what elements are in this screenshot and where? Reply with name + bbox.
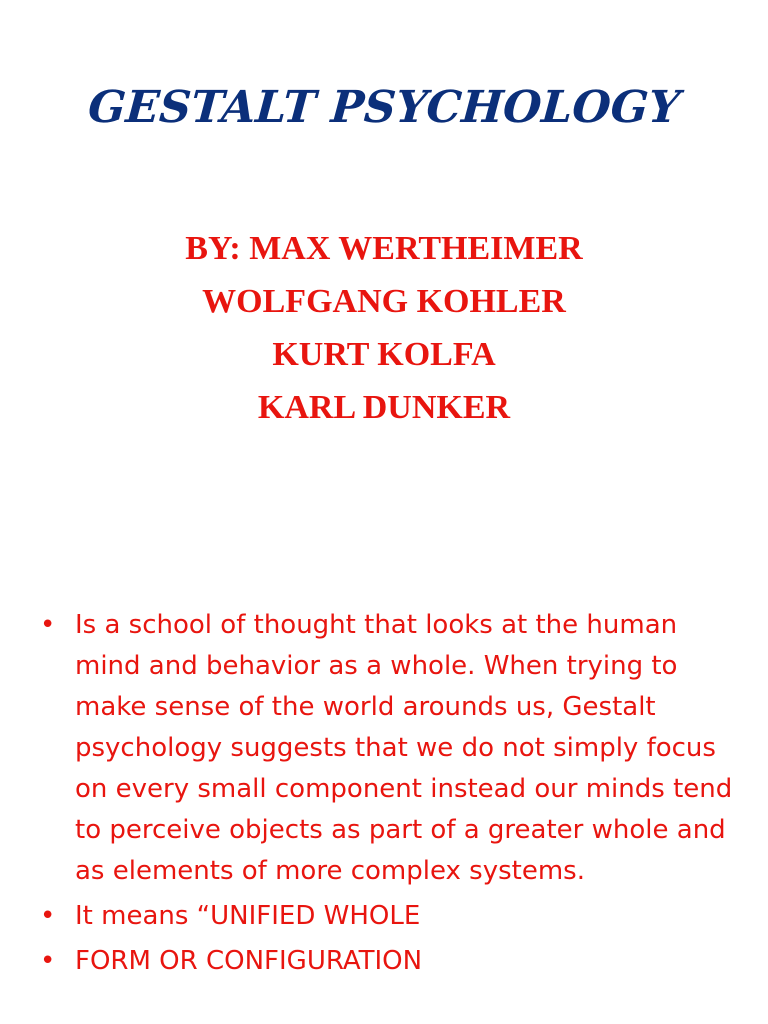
bullet-text: FORM OR CONFIGURATION bbox=[75, 946, 423, 976]
bullet-icon: • bbox=[40, 946, 56, 976]
bullet-icon: • bbox=[40, 901, 56, 931]
slide-title: GESTALT PSYCHOLOGY bbox=[86, 82, 682, 133]
bullet-list bbox=[40, 605, 740, 986]
authors-block bbox=[0, 222, 768, 434]
author-line: KARL DUNKER bbox=[257, 389, 511, 426]
bullet-item bbox=[40, 941, 740, 982]
author-line: KURT KOLFA bbox=[272, 336, 496, 373]
bullet-icon: • bbox=[40, 610, 56, 640]
bullet-item bbox=[40, 896, 740, 937]
bullet-text: Is a school of thought that looks at the human mind and behavior as a whole. When trying to make sense of the world arounds us, Gestalt psychology suggests that we do not simply focus on every small component instead our minds tend to perceive objects as part of a greater whole and as elements of more complex systems. bbox=[75, 610, 733, 886]
bullet-text: It means “UNIFIED WHOLE bbox=[75, 901, 421, 931]
author-line: WOLFGANG KOHLER bbox=[202, 283, 566, 320]
bullet-item bbox=[40, 605, 740, 892]
author-line: BY: MAX WERTHEIMER bbox=[185, 230, 583, 267]
